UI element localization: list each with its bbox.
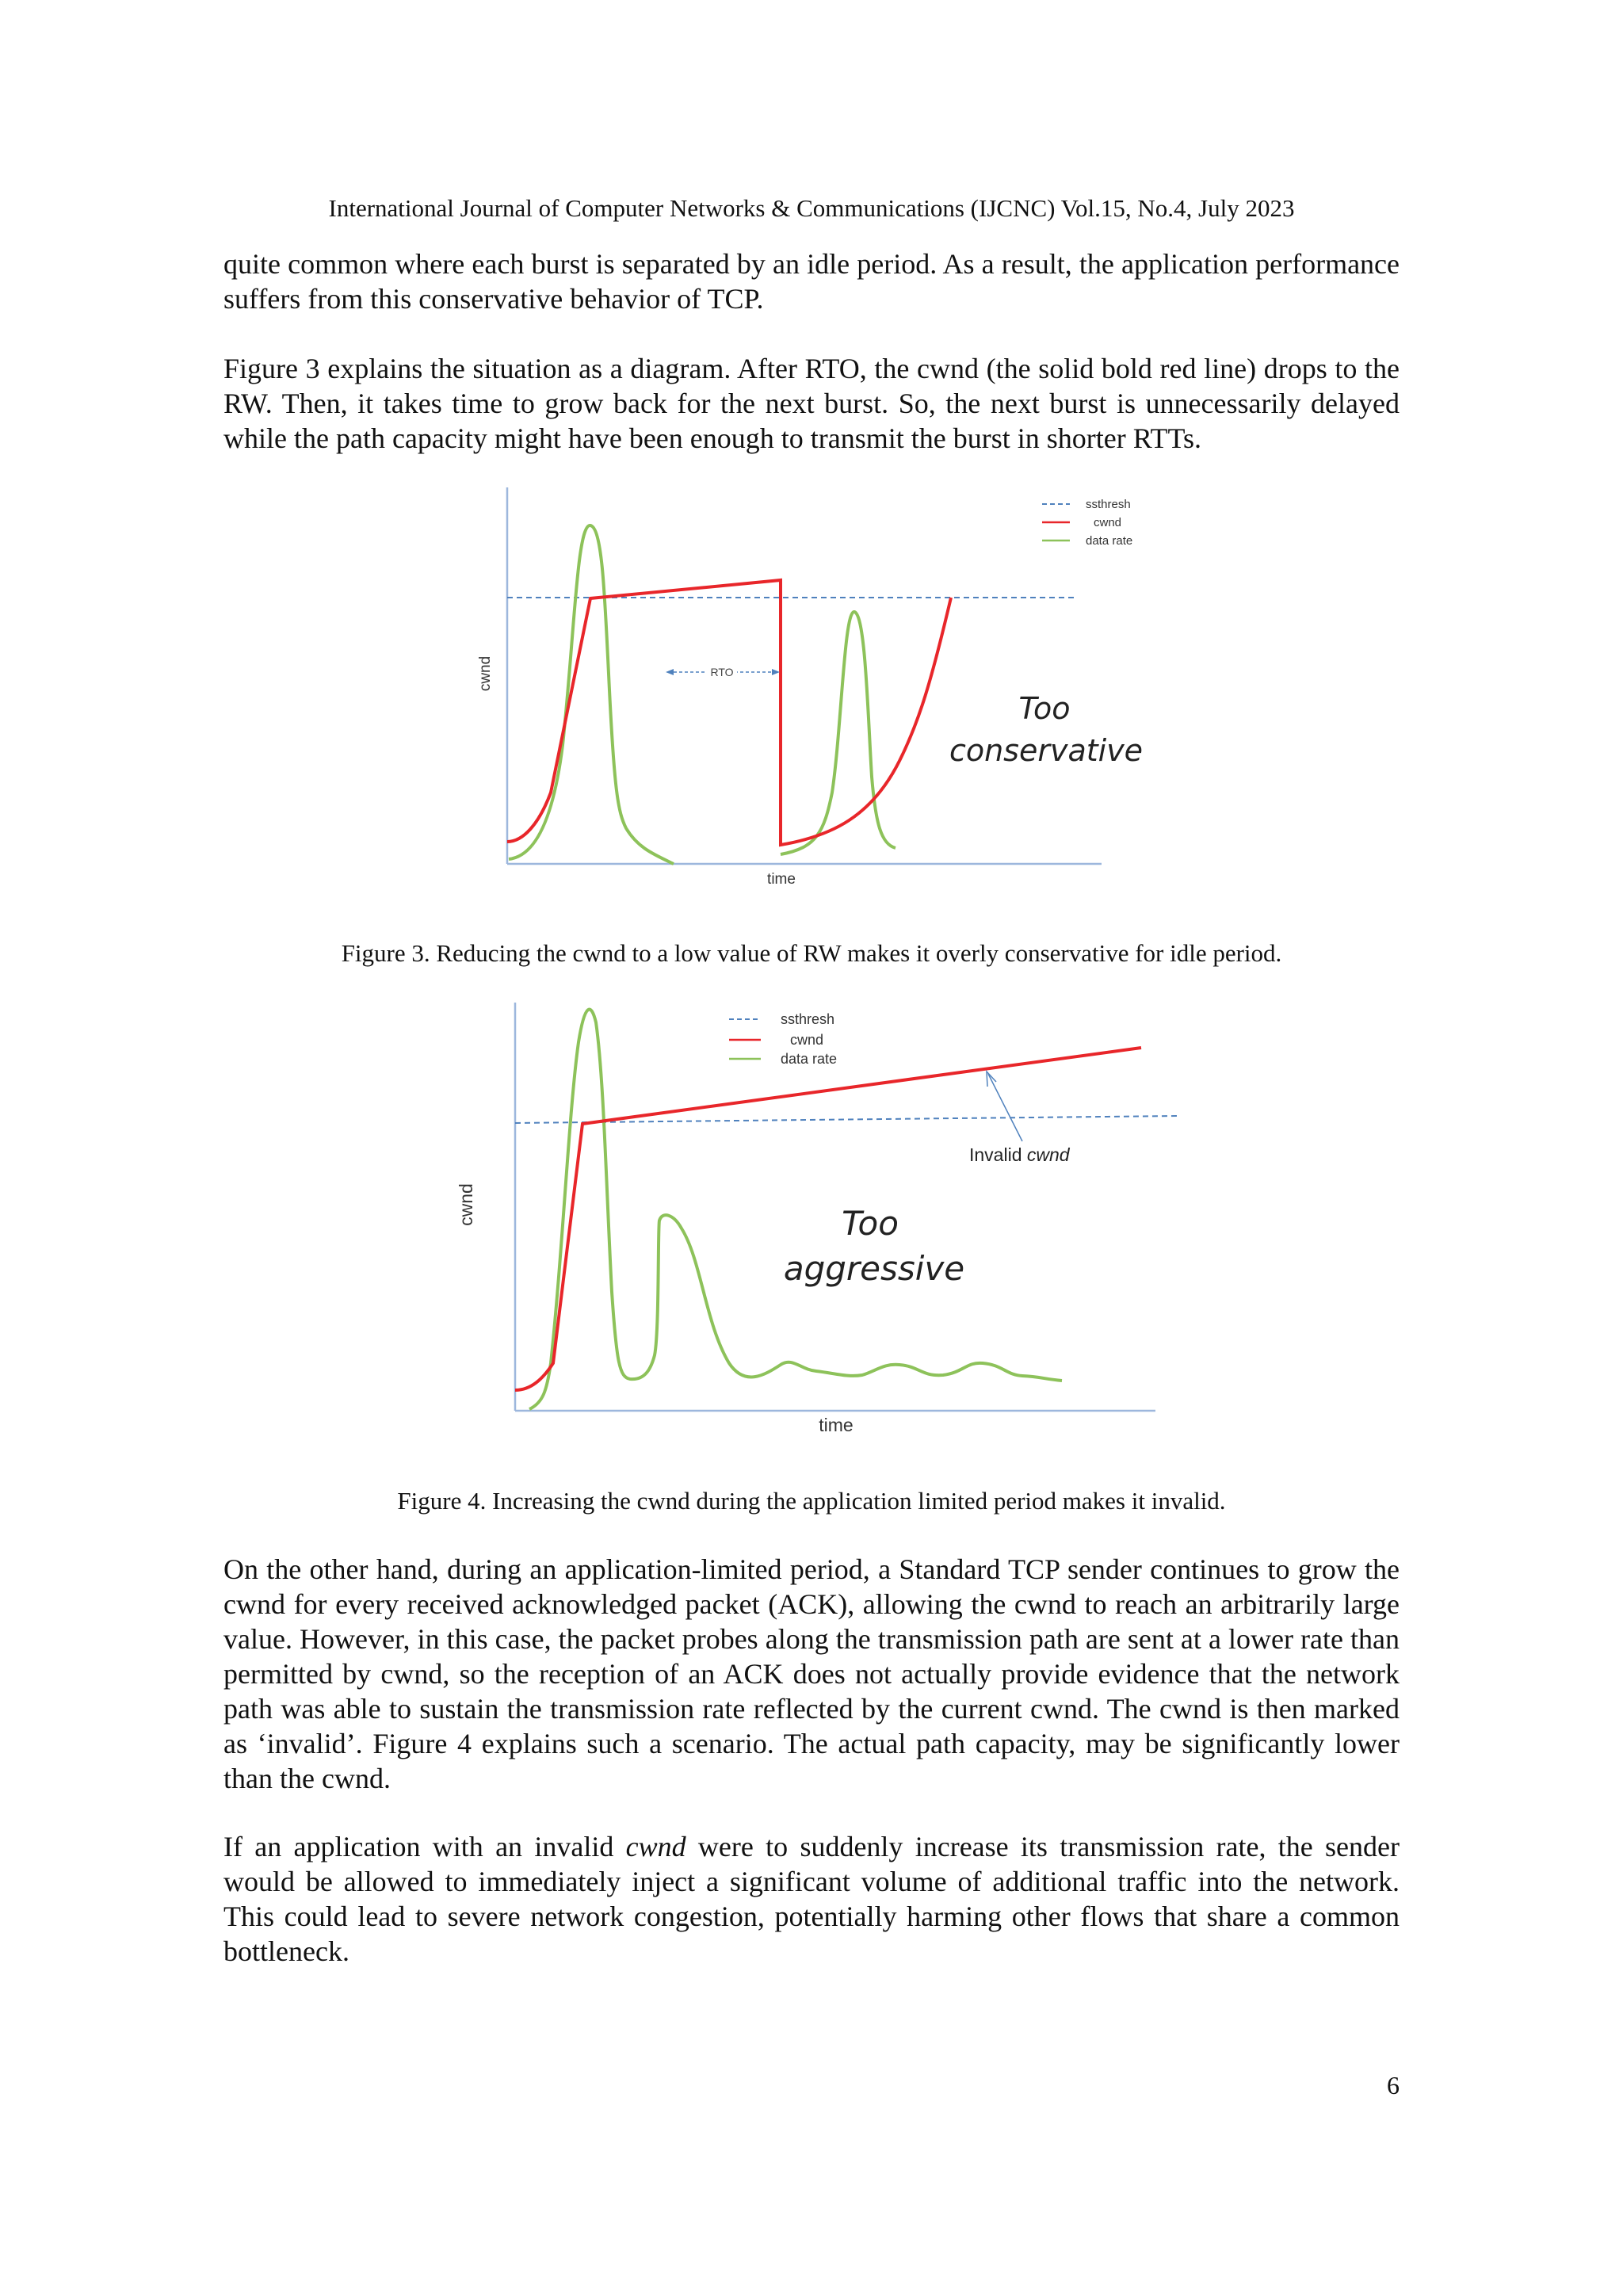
fig3-data-rate-burst-1 <box>509 525 674 864</box>
fig3-rto-arrow-right-head <box>772 669 780 675</box>
figure-3-caption: Figure 3. Reducing the cwnd to a low value of RW makes it overly conservative for idle period. <box>341 939 1282 967</box>
fig4-ylabel: cwnd <box>456 1183 476 1226</box>
fig3-data-rate-burst-2 <box>781 612 896 854</box>
fig3-legend-data-rate: data rate <box>1086 534 1133 548</box>
paragraph-4: If an application with an invalid cwnd were to suddenly increase its transmission rate, the sender would be allowed to immediately inject a significant volume of additional traffic into the network. This could lead to severe network congestion, potentially harming other flows that share a common bottleneck. <box>223 1831 1400 1967</box>
paragraph-3: On the other hand, during an application-limited period, a Standard TCP sender continues to grow the cwnd for every received acknowledged packet (ACK), allowing the cwnd to reach an arbitrarily large value. However, in this case, the packet probes along the transmission path are sent at a lower rate than permitted by cwnd, so the reception of an ACK does not actually provide evidence that the network path was able to sustain the transmission rate reflected by the current cwnd. The cwnd is then marked as ‘invalid’. Figure 4 explains such a scenario. The actual path capacity, may be significantly lower than the cwnd. <box>223 1553 1400 1794</box>
fig4-xlabel: time <box>819 1415 854 1435</box>
fig3-rto-arrow-left-head <box>666 669 674 675</box>
fig4-invalid-cwnd-label: Invalid cwnd <box>969 1144 1070 1165</box>
fig4-legend-ssthresh: ssthresh <box>781 1011 835 1027</box>
figure-4 <box>444 991 1189 1450</box>
page-number: 6 <box>1387 2071 1400 2099</box>
journal-header: International Journal of Computer Networks & Communications (IJCNC) Vol.15, No.4, July 2023 <box>328 194 1295 222</box>
fig3-rto-label: RTO <box>710 666 734 678</box>
paragraph-1: quite common where each burst is separated by an idle period. As a result, the application performance suffers from this conservative behavior of TCP. <box>223 248 1400 315</box>
fig3-annotation-line-1: Too <box>1018 691 1071 726</box>
fig3-legend <box>1042 498 1132 548</box>
figure-4-caption: Figure 4. Increasing the cwnd during the application limited period makes it invalid. <box>397 1487 1226 1515</box>
fig4-legend-data-rate: data rate <box>781 1051 838 1067</box>
fig4-annotation-line-1: Too <box>842 1204 899 1243</box>
fig3-xlabel: time <box>767 871 796 888</box>
fig3-ylabel: cwnd <box>477 655 494 692</box>
fig4-legend <box>729 1011 837 1067</box>
fig3-annotation-line-2: conservative <box>949 733 1144 768</box>
fig3-legend-cwnd: cwnd <box>1094 516 1122 529</box>
fig4-legend-cwnd: cwnd <box>790 1032 824 1048</box>
paragraph-2: Figure 3 explains the situation as a diagram. After RTO, the cwnd (the solid bold red line) drops to the RW. Then, it takes time to grow back for the next burst. So, the next burst is unnecessarily delayed while the path capacity might have been enough to transmit the burst in shorter RTTs. <box>223 353 1400 454</box>
fig4-invalid-pointer <box>988 1074 1022 1141</box>
fig3-legend-ssthresh: ssthresh <box>1086 498 1131 511</box>
fig4-annotation-line-2: aggressive <box>783 1249 965 1288</box>
figure-3 <box>475 476 1144 904</box>
